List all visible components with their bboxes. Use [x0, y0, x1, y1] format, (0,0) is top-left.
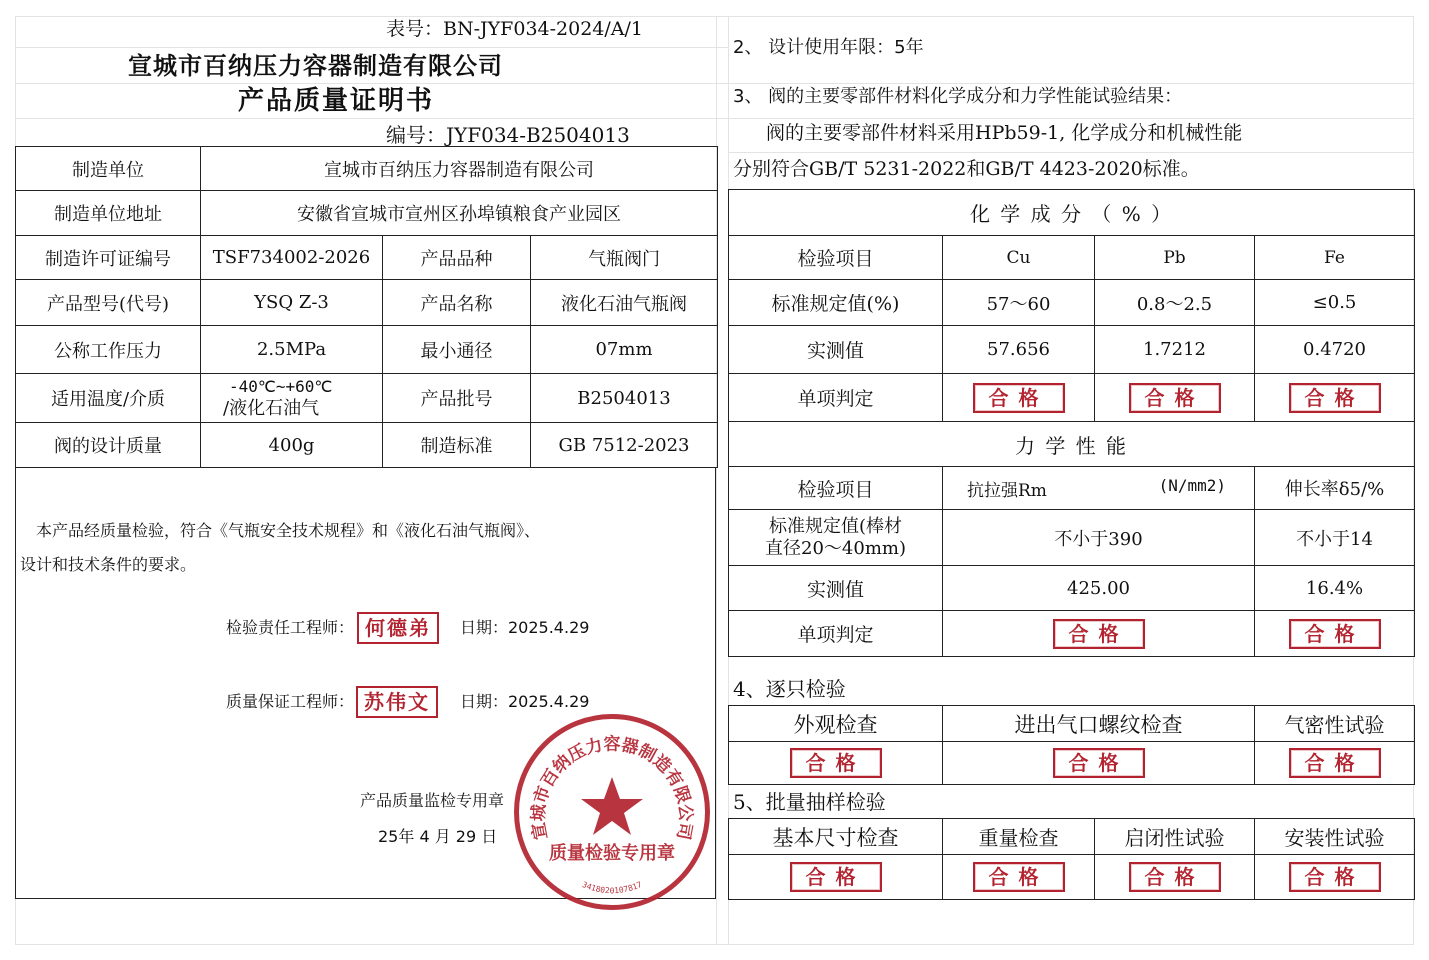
- temperature-medium: /液化石油气: [223, 398, 320, 419]
- mech-std-label: [729, 510, 943, 566]
- pass-stamp: 合格: [1289, 383, 1381, 413]
- svg-text:3418020107817: [581, 880, 644, 895]
- license-label: 制造许可证编号: [16, 236, 201, 280]
- gridline: [15, 83, 1414, 84]
- cu-judge: [943, 374, 1095, 422]
- company-title: 宣城市百纳压力容器制造有限公司: [128, 51, 503, 80]
- openclose-judge: [1095, 855, 1255, 900]
- license-value: TSF734002-2026: [201, 236, 383, 280]
- individual-inspection-heading: 4、逐只检验: [733, 677, 846, 701]
- pass-stamp: 合格: [973, 383, 1065, 413]
- tensile-label: 抗拉强Rm: [967, 480, 1047, 501]
- pressure-value: 2.5MPa: [201, 326, 383, 374]
- fe-actual: 0.4720: [1255, 326, 1415, 374]
- address-label: 制造单位地址: [16, 191, 201, 236]
- cu-header: Cu: [943, 236, 1095, 280]
- seal-label: 产品质量监检专用章: [360, 791, 505, 810]
- model-label: 产品型号(代号): [16, 280, 201, 326]
- pass-stamp: 合格: [1289, 619, 1381, 649]
- qa-label: 质量保证工程师：: [226, 692, 355, 711]
- manufacturer-label: 制造单位: [16, 147, 201, 191]
- pass-stamp: 合格: [790, 862, 882, 892]
- test-results-table: [728, 189, 1415, 657]
- airtight-judge: [1255, 742, 1415, 785]
- statement-line-2: 设计和技术条件的要求。: [20, 555, 197, 574]
- seal-inner-text: 质量检验专用章: [549, 843, 675, 864]
- tensile-std: 不小于390: [943, 510, 1255, 566]
- mass-label: 阀的设计质量: [16, 423, 201, 468]
- dimension-judge: [729, 855, 943, 900]
- pass-stamp: 合格: [1053, 619, 1145, 649]
- pass-stamp: 合格: [1129, 383, 1221, 413]
- appearance-header: 外观检查: [729, 706, 943, 742]
- chem-item-label: 检验项目: [729, 236, 943, 280]
- mech-std-label-1: 标准规定值(棒材: [768, 515, 903, 537]
- appearance-judge: [729, 742, 943, 785]
- pass-stamp: 合格: [973, 862, 1065, 892]
- elongation-std: 不小于14: [1255, 510, 1415, 566]
- bore-value: 07mm: [531, 326, 718, 374]
- cu-std: 57～60: [943, 280, 1095, 326]
- chemical-title: 化 学 成 分 （ % ）: [729, 190, 1415, 236]
- temperature-label: 适用温度/介质: [16, 374, 201, 423]
- elongation-actual: 16.4%: [1255, 566, 1415, 611]
- qa-signature-text: 苏伟文: [356, 686, 438, 718]
- pass-stamp: 合格: [1289, 748, 1381, 778]
- elongation-header: 伸长率δ5/%: [1255, 467, 1415, 510]
- document-title: 产品质量证明书: [238, 86, 435, 116]
- statement-line-1: 本产品经质量检验，符合《气瓶安全技术规程》和《液化石油气瓶阀》、: [36, 521, 541, 540]
- install-header: 安装性试验: [1255, 819, 1415, 855]
- pass-stamp: 合格: [1129, 862, 1221, 892]
- pass-stamp: 合格: [1289, 862, 1381, 892]
- batch-sampling-heading: 5、批量抽样检验: [733, 790, 886, 814]
- seal-date: 25年 4 月 29 日: [378, 827, 498, 846]
- tensile-unit: (N/mm2): [1158, 475, 1226, 495]
- inspector-date: 日期：2025.4.29: [460, 618, 590, 637]
- fe-judge: [1255, 374, 1415, 422]
- fe-header: Fe: [1255, 236, 1415, 280]
- seal-number: 3418020107817: [580, 879, 644, 896]
- name-label: 产品名称: [383, 280, 531, 326]
- pb-header: Pb: [1095, 236, 1255, 280]
- seal-graphic: [519, 719, 705, 905]
- gridline: [728, 152, 1414, 153]
- batch-value: B2504013: [531, 374, 718, 423]
- chem-judge-label: 单项判定: [729, 374, 943, 422]
- material-results-heading: 3、 阀的主要零部件材料化学成分和力学性能试验结果：: [733, 86, 1183, 107]
- mech-item-label: 检验项目: [729, 467, 943, 510]
- mech-judge-label: 单项判定: [729, 611, 943, 657]
- pb-actual: 1.7212: [1095, 326, 1255, 374]
- gridline: [15, 944, 1414, 945]
- pass-stamp: 合格: [1053, 748, 1145, 778]
- thread-judge: [943, 742, 1255, 785]
- individual-inspection-table: [728, 705, 1415, 785]
- fe-std: ≤0.5: [1255, 280, 1415, 326]
- batch-label: 产品批号: [383, 374, 531, 423]
- pass-stamp: 合格: [790, 748, 882, 778]
- dimension-header: 基本尺寸检查: [729, 819, 943, 855]
- tensile-judge: [943, 611, 1255, 657]
- product-info-table: [15, 146, 718, 468]
- variety-label: 产品品种: [383, 236, 531, 280]
- weight-header: 重量检查: [943, 819, 1095, 855]
- elongation-judge: [1255, 611, 1415, 657]
- airtight-header: 气密性试验: [1255, 706, 1415, 742]
- form-number: 表号：BN-JYF034-2024/A/1: [386, 18, 644, 40]
- chem-std-label: 标准规定值(%): [729, 280, 943, 326]
- name-value: 液化石油气瓶阀: [531, 280, 718, 326]
- seal-outer-text: 宣城市百纳压力容器制造有限公司: [528, 734, 696, 842]
- cu-actual: 57.656: [943, 326, 1095, 374]
- pressure-label: 公称工作压力: [16, 326, 201, 374]
- temperature-value: [201, 374, 383, 423]
- gridline: [15, 47, 728, 48]
- pb-judge: [1095, 374, 1255, 422]
- mechanical-title: 力 学 性 能: [729, 422, 1415, 467]
- inspector-label: 检验责任工程师：: [226, 618, 355, 637]
- pb-std: 0.8～2.5: [1095, 280, 1255, 326]
- openclose-header: 启闭性试验: [1095, 819, 1255, 855]
- temperature-range: -40℃~+60℃: [229, 377, 333, 396]
- qa-date: 日期：2025.4.29: [460, 692, 590, 711]
- serial-number: 编号：JYF034-B2504013: [386, 123, 630, 147]
- qa-signature: [356, 686, 438, 718]
- mech-std-label-2: 直径20～40mm): [765, 537, 906, 559]
- variety-value: 气瓶阀门: [531, 236, 718, 280]
- standard-label: 制造标准: [383, 423, 531, 468]
- tensile-header: [943, 467, 1255, 510]
- inspector-signature-text: 何德弟: [357, 612, 439, 644]
- gridline: [15, 16, 1414, 17]
- mass-value: 400g: [201, 423, 383, 468]
- material-line-1: 阀的主要零部件材料采用HPb59-1, 化学成分和机械性能: [766, 122, 1243, 144]
- manufacturer-value: 宣城市百纳压力容器制造有限公司: [201, 147, 718, 191]
- inspection-seal: [514, 714, 710, 910]
- gridline: [15, 118, 1414, 119]
- tensile-actual: 425.00: [943, 566, 1255, 611]
- model-value: YSQ Z-3: [201, 280, 383, 326]
- bore-label: 最小通径: [383, 326, 531, 374]
- mech-actual-label: 实测值: [729, 566, 943, 611]
- chem-actual-label: 实测值: [729, 326, 943, 374]
- batch-sampling-table: [728, 818, 1415, 900]
- seal-star-icon: [581, 777, 643, 835]
- weight-judge: [943, 855, 1095, 900]
- address-value: 安徽省宣城市宣州区孙埠镇粮食产业园区: [201, 191, 718, 236]
- install-judge: [1255, 855, 1415, 900]
- thread-header: 进出气口螺纹检查: [943, 706, 1255, 742]
- standard-value: GB 7512-2023: [531, 423, 718, 468]
- material-line-2: 分别符合GB/T 5231-2022和GB/T 4423-2020标准。: [733, 158, 1200, 180]
- service-life: 2、 设计使用年限：5年: [733, 37, 924, 58]
- inspector-signature: [357, 612, 439, 644]
